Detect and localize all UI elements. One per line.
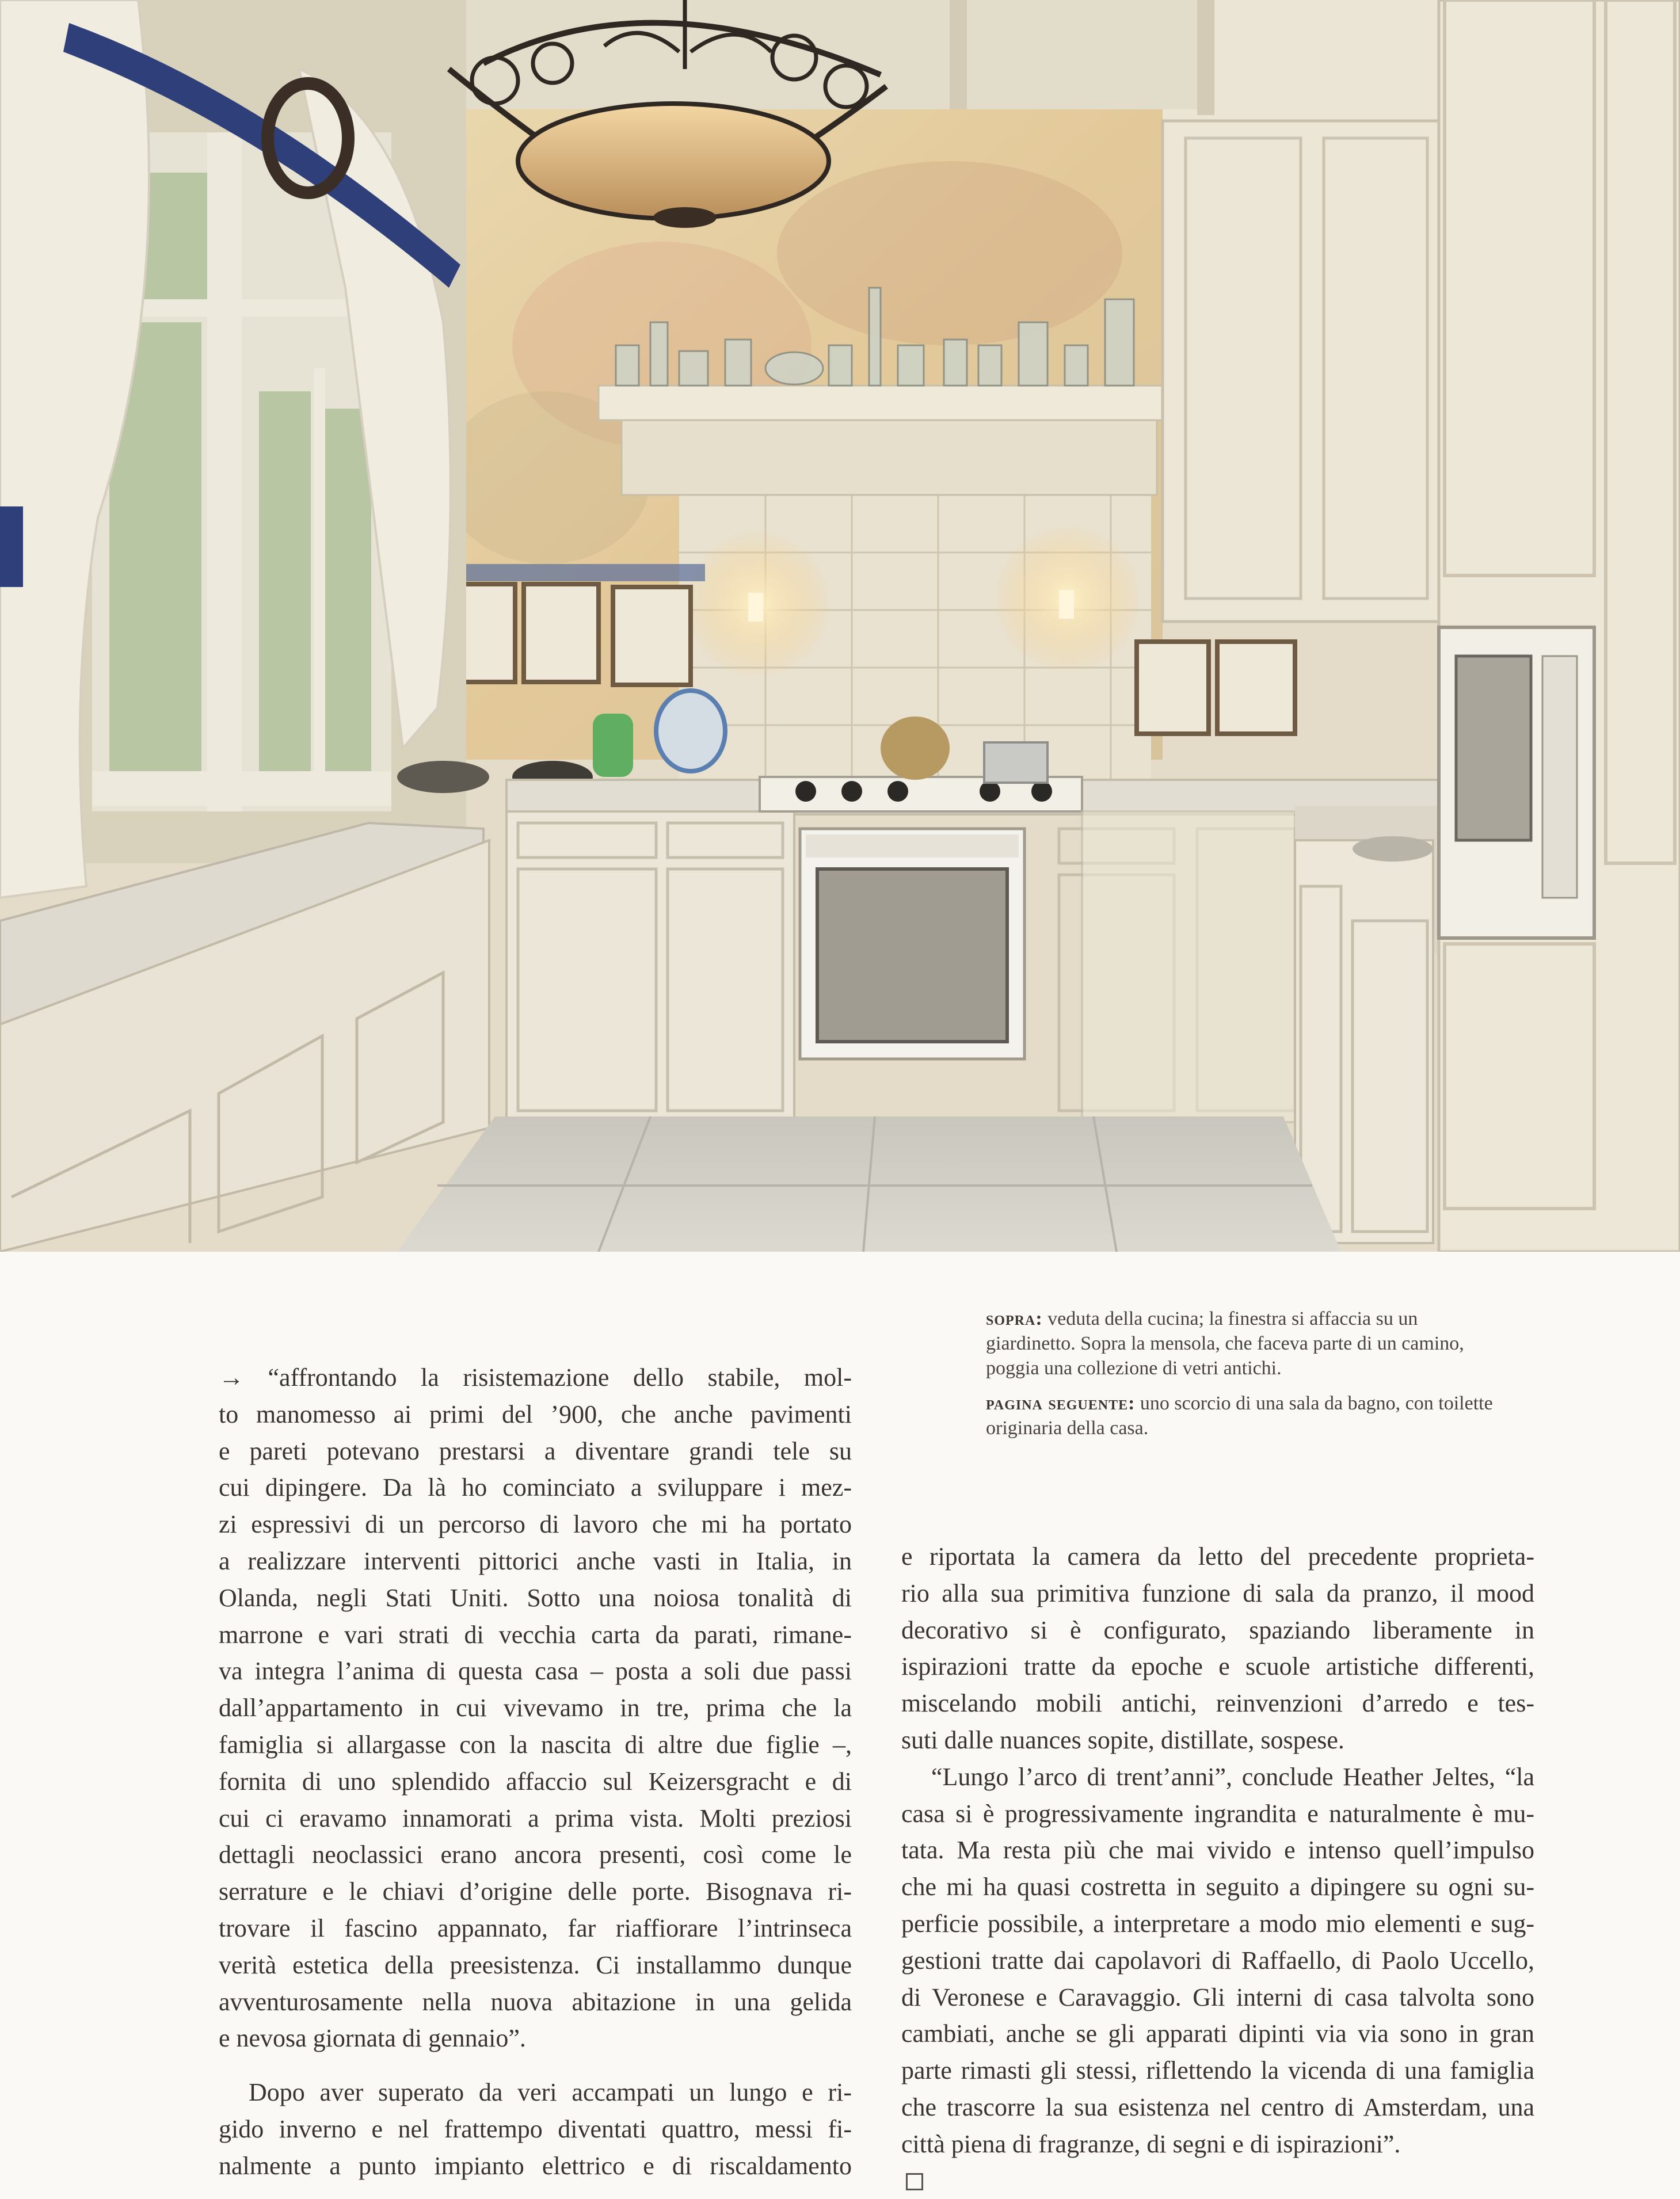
text-line: fornita di uno splendido affaccio sul Keizersgracht e di <box>219 1767 852 1796</box>
text-line: serrature e le chiavi d’origine delle porte. Bisognava ri- <box>219 1877 852 1906</box>
paragraph-conclusion <box>901 1759 1534 2199</box>
paragraph-mood <box>901 1538 1534 1759</box>
text-line: che mi ha quasi costretta in seguito a dipingere su ogni su- <box>901 1873 1534 1901</box>
photo-caption <box>986 1306 1504 1451</box>
paragraph-quote <box>219 1359 852 2057</box>
text-line: verità estetica della preesistenza. Ci installammo dunque <box>219 1950 852 1979</box>
caption-above-text: veduta della cucina; la finestra si affaccia su un giardinetto. Sopra la mensola, che faceva parte di un camino, poggia una collezione di vetri antichi. <box>986 1308 1464 1379</box>
caption-above-lead: sopra: <box>986 1308 1043 1329</box>
paragraph-winter <box>219 2074 852 2184</box>
text-line: casa si è progressivamente ingrandita e naturalmente è mu- <box>901 1799 1534 1828</box>
text-line: cui dipingere. Da là ho cominciato a sviluppare i mez- <box>219 1473 852 1502</box>
text-line: parte rimasti gli stessi, riflettendo la vicenda di una famiglia <box>901 2056 1534 2085</box>
text-line: tata. Ma resta più che mai vivido e intenso quell’impulso <box>901 1836 1534 1865</box>
text-line: trovare il fascino appannato, far riaffiorare l’intrinseca <box>219 1914 852 1942</box>
article-column-right <box>901 1538 1534 2199</box>
caption-above <box>986 1306 1504 1381</box>
text-line: marrone e vari strati di vecchia carta da parati, rimane- <box>219 1620 852 1649</box>
text-line: miscelando mobili antichi, reinvenzioni d’arredo e tes- <box>901 1689 1534 1718</box>
text-line: città piena di fragranze, di segni e di ispirazioni”. <box>901 2129 1401 2158</box>
end-mark-icon <box>906 2173 923 2190</box>
text-line: famiglia si allargasse con la nascita di altre due figlie –, <box>219 1730 852 1759</box>
text-line: avventurosamente nella nuova abitazione in una gelida <box>219 1987 852 2016</box>
text-line: perficie possibile, a interpretare a modo mio elementi e sug- <box>901 1909 1534 1938</box>
text-line: gido inverno e nel frattempo diventati quattro, messi fi- <box>219 2114 852 2143</box>
text-line: e nevosa giornata di gennaio”. <box>219 2024 526 2053</box>
text-line: gestioni tratte dai capolavori di Raffaello, di Paolo Uccello, <box>901 1946 1534 1975</box>
text-line: cui ci eravamo innamorati a prima vista. Molti preziosi <box>219 1804 852 1832</box>
caption-next-text: uno scorcio di una sala da bagno, con toilette originaria della casa. <box>986 1393 1493 1439</box>
text-line: Dopo aver superato da veri accampati un lungo e ri- <box>249 2078 852 2107</box>
text-line: e pareti potevano prestarsi a diventare grandi tele su <box>219 1436 852 1465</box>
text-line: rio alla sua primitiva funzione di sala da pranzo, il mood <box>901 1579 1534 1607</box>
text-line: ispirazioni tratte da epoche e scuole artistiche differenti, <box>901 1652 1534 1681</box>
text-line: dall’appartamento in cui vivevamo in tre, prima che la <box>219 1694 852 1722</box>
text-line: di Veronese e Caravaggio. Gli interni di casa talvolta sono <box>901 1983 1534 2011</box>
text-line: decorativo si è configurato, spaziando liberamente in <box>901 1615 1534 1644</box>
text-line: a realizzare interventi pittorici anche vasti in Italia, in <box>219 1546 852 1575</box>
text-line: e riportata la camera da letto del precedente proprieta- <box>901 1542 1534 1571</box>
text-line: nalmente a punto impianto elettrico e di riscaldamento <box>219 2151 852 2180</box>
text-line: Olanda, negli Stati Uniti. Sotto una noiosa tonalità di <box>219 1583 852 1612</box>
caption-next-lead: pagina seguente: <box>986 1393 1136 1414</box>
caption-next-page <box>986 1391 1504 1440</box>
text-line: cambiati, anche se gli apparati dipinti via via sono in gran <box>901 2019 1534 2048</box>
text-line: che trascorre la sua esistenza nel centro di Amsterdam, una <box>901 2093 1534 2121</box>
text-line: “Lungo l’arco di trent’anni”, conclude Heather Jeltes, “la <box>931 1762 1534 1791</box>
text-line: zi espressivi di un percorso di lavoro che mi ha portato <box>219 1510 852 1539</box>
text-line: dettagli neoclassici erano ancora presenti, così come le <box>219 1840 852 1869</box>
article-column-left <box>219 1359 852 2185</box>
text-line: → “affrontando la risistemazione dello stabile, mol- <box>219 1363 852 1392</box>
text-line: suti dalle nuances sopite, distillate, sospese. <box>901 1725 1344 1754</box>
text-line: to manomesso ai primi del ’900, che anche pavimenti <box>219 1400 852 1428</box>
text-line: va integra l’anima di questa casa – posta a soli due passi <box>219 1657 852 1686</box>
